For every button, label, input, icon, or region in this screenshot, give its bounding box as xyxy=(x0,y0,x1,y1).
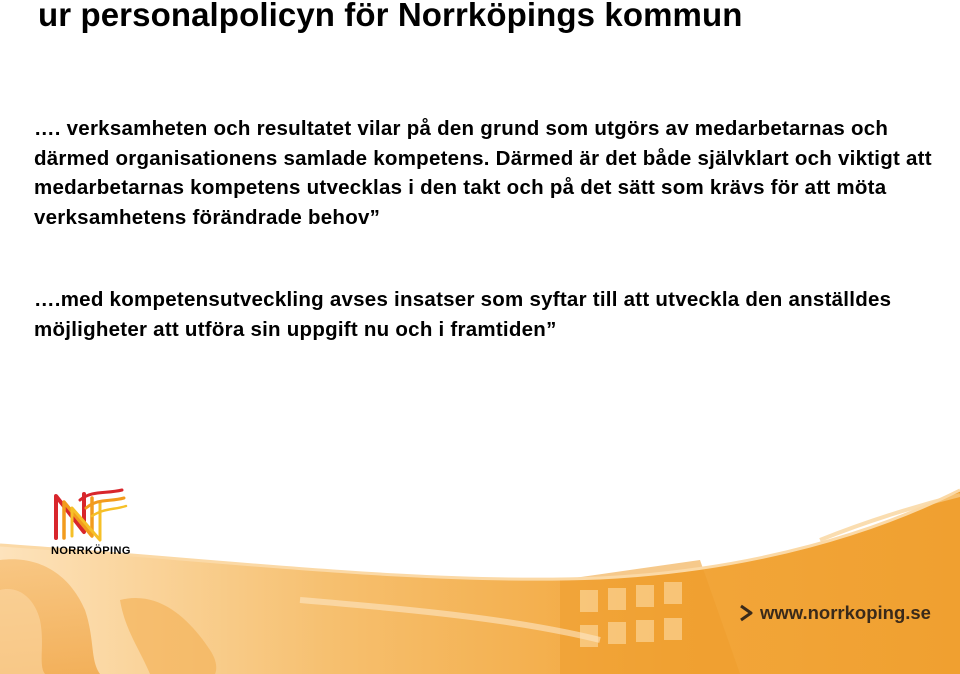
logo-wordmark: NORRKÖPING xyxy=(51,545,131,557)
chevron-right-icon xyxy=(738,604,754,622)
norrkoping-n-logo-icon xyxy=(50,486,130,544)
competence-development-paragraph: ….med kompetensutveckling avses insatser som syftar till att utveckla den anställdes möjligheter att utföra sin uppgift nu och i framtiden” xyxy=(34,288,892,341)
slide-title: ur personalpolicyn för Norrköpings kommun xyxy=(38,0,743,33)
policy-quote-paragraph: …. verksamheten och resultatet vilar på den grund som utgörs av medarbetarnas och därmed organisationens samlade kompetens. Därmed är det både självklart och viktigt att medarbetarnas kompetens utvecklas i den takt och på det sätt som krävs för att möta verksamhetens förändrade behov” xyxy=(34,117,932,229)
website-link[interactable]: www.norrkoping.se xyxy=(760,602,931,623)
